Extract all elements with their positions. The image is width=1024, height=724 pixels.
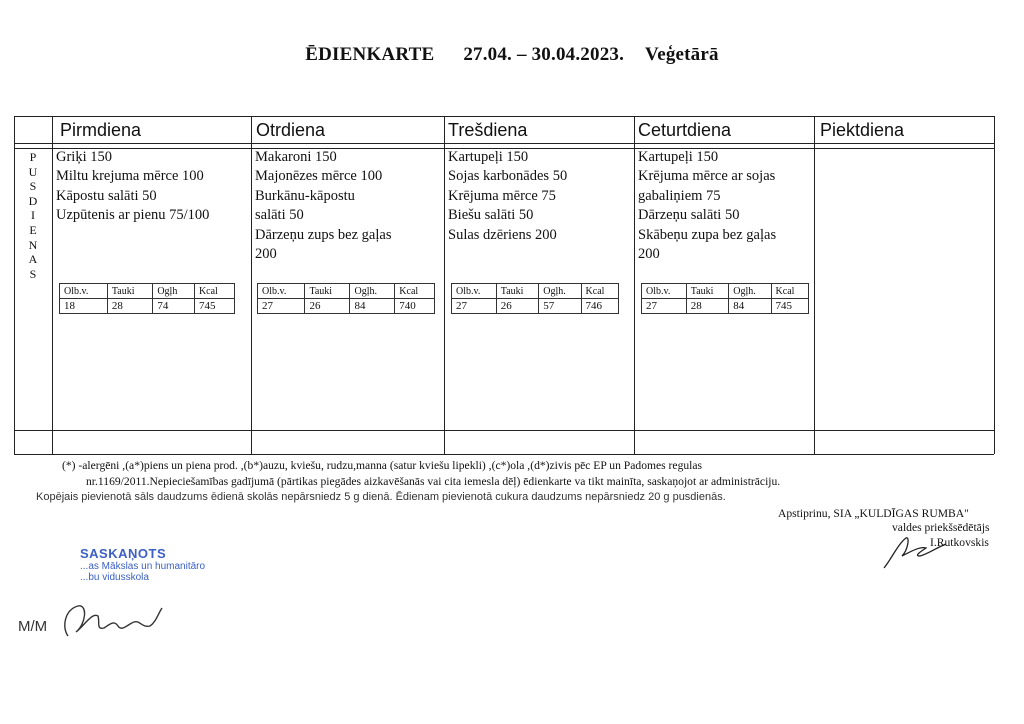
dish-item: Uzpūtenis ar pienu 75/100 — [56, 207, 210, 224]
nutrition-value: 26 — [305, 299, 350, 314]
meal-label-letter: A — [28, 252, 38, 267]
dish-item: Miltu krejuma mērce 100 — [56, 168, 204, 185]
nutrition-header: Kcal — [771, 284, 808, 299]
nutrition-value: 74 — [153, 299, 195, 314]
stamp-title: SASKAŅOTS — [80, 546, 167, 561]
dish-item: Sojas karbonādes 50 — [448, 168, 568, 185]
dishes-thursday — [638, 148, 776, 264]
nutrition-table-wednesday — [451, 283, 619, 314]
nutrition-value: 740 — [395, 299, 435, 314]
nutrition-header: Kcal — [395, 284, 435, 299]
dishes-wednesday — [448, 148, 567, 245]
dish-item: Kāpostu salāti 50 — [56, 187, 157, 204]
meal-label-letter: I — [31, 208, 35, 223]
nutrition-value: 28 — [107, 299, 152, 314]
nutrition-value: 84 — [729, 299, 771, 314]
dish-item: Biešu salāti 50 — [448, 207, 534, 224]
meal-label-lunch — [14, 150, 52, 281]
salt-sugar-note: Kopējais pievienotā sāls daudzums ēdienā skolās nepārsniedz 5 g dienā. Ēdienam pievienotā cukura daudzums nepārsniedz 20 g pusdienās. — [36, 491, 726, 503]
col-divider — [251, 116, 252, 454]
table-row-line — [14, 430, 994, 431]
dish-item: salāti 50 — [255, 207, 304, 224]
col-divider — [444, 116, 445, 454]
approver-signature-mark — [880, 528, 950, 572]
meal-label-letter: S — [29, 179, 37, 194]
title-type: Veģetārā — [645, 44, 719, 65]
nutrition-table-thursday — [641, 283, 809, 314]
dish-item: Krējuma mērce 75 — [448, 187, 556, 204]
nutrition-value: 746 — [581, 299, 618, 314]
nutrition-table-monday — [59, 283, 235, 314]
col-divider — [814, 116, 815, 454]
table-border-right — [994, 116, 995, 454]
title-dates: 27.04. – 30.04.2023. — [463, 44, 625, 65]
stamp-line: ...as Mākslas un humanitāro — [80, 561, 206, 572]
nutrition-header: Olb.v. — [452, 284, 497, 299]
approval-line: Apstiprinu, SIA „KULDĪGAS RUMBA" — [778, 507, 969, 520]
nutrition-header: Olb.v. — [60, 284, 108, 299]
nutrition-header: Tauki — [107, 284, 152, 299]
meal-label-letter: N — [28, 237, 38, 252]
dish-item: Skābeņu zupa bez gaļas — [638, 226, 777, 243]
nutrition-value: 57 — [539, 299, 581, 314]
nutrition-header: Ogļh. — [350, 284, 395, 299]
nutrition-value: 745 — [194, 299, 234, 314]
meal-label-letter: D — [28, 193, 38, 208]
nutrition-value: 28 — [686, 299, 728, 314]
nutrition-value: 27 — [642, 299, 687, 314]
nutrition-header: Ogļh. — [729, 284, 771, 299]
meal-label-letter: U — [28, 164, 38, 179]
dish-item: gabaliņiem 75 — [638, 187, 721, 204]
dish-item: Makaroni 150 — [255, 149, 337, 165]
col-divider — [634, 116, 635, 454]
nutrition-header: Kcal — [581, 284, 618, 299]
day-name-wednesday: Trešdiena — [448, 120, 528, 140]
dish-item: Griķi 150 — [56, 149, 112, 165]
nutrition-value: 84 — [350, 299, 395, 314]
meal-label-letter: E — [29, 222, 37, 237]
nutrition-value: 18 — [60, 299, 108, 314]
table-border-top — [14, 116, 994, 117]
nutrition-header: Tauki — [496, 284, 538, 299]
dishes-monday — [56, 148, 209, 226]
nutrition-header: Olb.v. — [258, 284, 305, 299]
title-word: ĒDIENKARTE — [305, 44, 435, 65]
dish-item: Sulas dzēriens 200 — [448, 226, 557, 243]
dish-item: 200 — [255, 246, 277, 263]
nutrition-table-tuesday — [257, 283, 435, 314]
dish-item: Dārzeņu salāti 50 — [638, 207, 740, 224]
nutrition-header: Ogļh — [153, 284, 195, 299]
dish-item: Kartupeļi 150 — [638, 149, 719, 165]
nutrition-header: Olb.v. — [642, 284, 687, 299]
nutrition-header: Tauki — [305, 284, 350, 299]
dish-item: Majonēzes mērce 100 — [255, 168, 383, 185]
menu-table — [14, 116, 994, 454]
nutrition-value: 745 — [771, 299, 808, 314]
dish-item: 200 — [638, 246, 660, 263]
day-name-tuesday: Otrdiena — [256, 120, 326, 140]
day-name-monday: Pirmdiena — [60, 120, 142, 140]
nutrition-value: 27 — [452, 299, 497, 314]
approval-stamp — [80, 546, 205, 583]
dish-item: Dārzeņu zups bez gaļas — [255, 226, 392, 243]
dishes-tuesday — [255, 148, 391, 264]
signature-label: M/M — [18, 618, 48, 635]
nutrition-header: Kcal — [194, 284, 234, 299]
nutrition-header: Tauki — [686, 284, 728, 299]
allergen-note: (*) -alergēni ,(a*)piens un piena prod. ,(b*)auzu, kviešu, rudzu,manna (satur kviešu lipekli) ,(c*)ola ,(d*)zivis pēc EP un Padomes regulas — [62, 459, 703, 472]
dish-item: Kartupeļi 150 — [448, 149, 529, 165]
meal-label-letter: S — [29, 266, 37, 281]
table-header-line — [14, 143, 994, 144]
dish-item: Burkānu-kāpostu — [255, 187, 355, 204]
nutrition-header: Ogļh. — [539, 284, 581, 299]
school-signature-mark — [58, 598, 168, 648]
col-divider — [52, 116, 53, 454]
approval-position: valdes priekšsēdētājs — [892, 521, 990, 534]
dish-item: Krējuma mērce ar sojas — [638, 168, 776, 185]
table-border-bottom — [14, 454, 994, 455]
day-name-thursday: Ceturtdiena — [638, 120, 732, 140]
approval-name: I.Rutkovskis — [930, 536, 989, 549]
nutrition-value: 27 — [258, 299, 305, 314]
change-note: nr.1169/2011.Nepieciešamības gadījumā (pārtikas piegādes aizkavēšanās vai cita iemesla dēļ) ēdienkarte va tikt mainīta, saskaņojot ar administrāciju. — [86, 475, 781, 488]
nutrition-value: 26 — [496, 299, 538, 314]
meal-label-letter: P — [29, 150, 37, 164]
day-name-friday: Piektdiena — [820, 120, 905, 140]
page-title — [0, 44, 1024, 66]
stamp-line: ...bu vidusskola — [80, 572, 149, 583]
